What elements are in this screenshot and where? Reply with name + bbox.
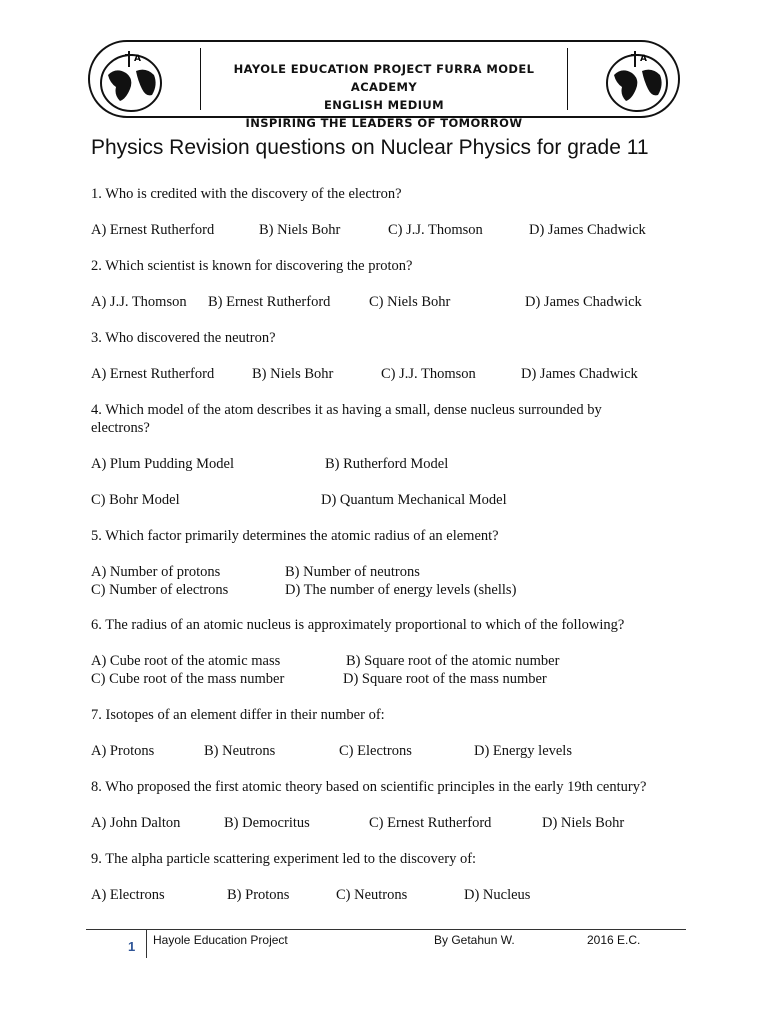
question-3: 3. Who discovered the neutron? (91, 330, 276, 346)
question-9: 9. The alpha particle scattering experiment led to the discovery of: (91, 851, 477, 867)
school-motto: INSPIRING THE LEADERS OF TOMORROW (245, 116, 523, 130)
question-8-option-c: C) Ernest Rutherford (369, 815, 492, 831)
footer-project-name: Hayole Education Project (153, 933, 288, 947)
question-8-option-b: B) Democritus (224, 815, 310, 831)
svg-text:A: A (134, 54, 141, 64)
footer-divider (86, 929, 686, 930)
school-header (88, 40, 680, 130)
footer-vertical-divider (146, 930, 147, 958)
question-7: 7. Isotopes of an element differ in their number of: (91, 707, 385, 723)
question-4-option-d: D) Quantum Mechanical Model (321, 492, 507, 508)
question-6-option-a: A) Cube root of the atomic mass (91, 653, 281, 669)
question-3-option-d: D) James Chadwick (521, 366, 638, 382)
question-1-option-d: D) James Chadwick (529, 222, 646, 238)
question-8-option-a: A) John Dalton (91, 815, 181, 831)
footer-author: By Getahun W. (434, 933, 515, 947)
question-6: 6. The radius of an atomic nucleus is approximately proportional to which of the following? (91, 617, 625, 633)
question-9-option-a: A) Electrons (91, 887, 165, 903)
school-name: HAYOLE EDUCATION PROJECT FURRA MODEL ACADEMY (233, 62, 535, 94)
question-5-option-d: D) The number of energy levels (shells) (285, 582, 517, 598)
school-medium: ENGLISH MEDIUM (324, 98, 444, 112)
question-7-option-d: D) Energy levels (474, 743, 572, 759)
question-7-option-b: B) Neutrons (204, 743, 276, 759)
question-2-option-c: C) Niels Bohr (369, 294, 451, 310)
question-2: 2. Which scientist is known for discovering the proton? (91, 258, 413, 274)
question-9-option-b: B) Protons (227, 887, 290, 903)
question-5: 5. Which factor primarily determines the atomic radius of an element? (91, 528, 499, 544)
question-6-option-c: C) Cube root of the mass number (91, 671, 285, 687)
question-4-option-b: B) Rutherford Model (325, 456, 449, 472)
question-3-option-c: C) J.J. Thomson (381, 366, 476, 382)
question-2-option-a: A) J.J. Thomson (91, 294, 187, 310)
question-4-option-c: C) Bohr Model (91, 492, 180, 508)
header-text-panel (200, 48, 568, 130)
question-7-option-c: C) Electrons (339, 743, 412, 759)
question-3-option-a: A) Ernest Rutherford (91, 366, 215, 382)
question-6-option-d: D) Square root of the mass number (343, 671, 547, 687)
globe-logo-icon (96, 45, 166, 115)
globe-logo-icon (602, 45, 672, 115)
svg-text:A: A (640, 54, 647, 64)
question-9-option-d: D) Nucleus (464, 887, 531, 903)
footer-year: 2016 E.C. (587, 933, 641, 947)
question-5-option-a: A) Number of protons (91, 564, 221, 580)
question-8: 8. Who proposed the first atomic theory based on scientific principles in the early 19th century? (91, 779, 647, 795)
document-title: Physics Revision questions on Nuclear Physics for grade 11 (91, 136, 649, 159)
question-5-option-b: B) Number of neutrons (285, 564, 420, 580)
question-6-option-b: B) Square root of the atomic number (346, 653, 560, 669)
question-4-option-a: A) Plum Pudding Model (91, 456, 234, 472)
question-1-option-a: A) Ernest Rutherford (91, 222, 215, 238)
question-1-option-c: C) J.J. Thomson (388, 222, 483, 238)
question-5-option-c: C) Number of electrons (91, 582, 229, 598)
question-8-option-d: D) Niels Bohr (542, 815, 625, 831)
question-1-option-b: B) Niels Bohr (259, 222, 341, 238)
question-2-option-d: D) James Chadwick (525, 294, 642, 310)
question-7-option-a: A) Protons (91, 743, 155, 759)
question-4-continued: electrons? (91, 420, 150, 436)
question-3-option-b: B) Niels Bohr (252, 366, 334, 382)
question-1: 1. Who is credited with the discovery of the electron? (91, 186, 402, 202)
page-number: 1 (128, 939, 136, 954)
question-9-option-c: C) Neutrons (336, 887, 408, 903)
question-2-option-b: B) Ernest Rutherford (208, 294, 331, 310)
question-4: 4. Which model of the atom describes it as having a small, dense nucleus surrounded by (91, 402, 602, 418)
